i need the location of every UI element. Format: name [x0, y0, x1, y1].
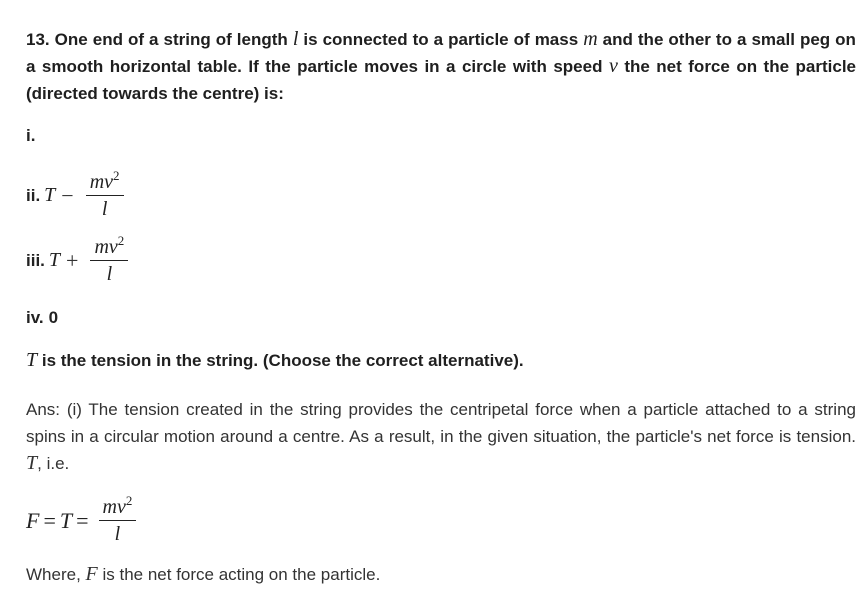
option-label: iv. [26, 308, 44, 327]
var-T: T [26, 452, 38, 474]
option-ii [26, 168, 124, 220]
tension-note [26, 349, 524, 372]
var-T: T [59, 507, 73, 533]
var-l: l [292, 28, 299, 50]
where-prefix: Where, [26, 565, 81, 584]
force-equation [26, 493, 136, 545]
var-v: v [608, 55, 618, 77]
equals-sign: = [43, 507, 56, 533]
where-note [26, 563, 380, 586]
where-text: is the net force acting on the particle. [102, 565, 381, 584]
option-iv [26, 308, 58, 328]
option-iii [26, 233, 128, 285]
question-text [26, 26, 856, 107]
fraction [86, 168, 124, 220]
var-m: m [583, 28, 598, 50]
minus-operator: − [61, 182, 74, 208]
answer-text [26, 396, 856, 477]
fraction-bar [90, 260, 128, 261]
option-lhs: T [44, 184, 56, 206]
question-part-3: and the other to a small peg on a smooth horizontal table. If the particle moves in a circle with speed [26, 30, 856, 76]
option-value: 0 [48, 308, 59, 327]
fraction [90, 233, 128, 285]
fraction-denominator: l [106, 263, 113, 285]
equals-sign: = [76, 507, 89, 533]
question-part-4: the net force on the particle (directed towards the centre) is: [26, 57, 856, 103]
exponent: 2 [117, 233, 125, 248]
var-F: F [26, 507, 40, 533]
solution-content [26, 26, 856, 585]
answer-suffix: , i.e. [37, 454, 70, 473]
fraction [99, 493, 137, 545]
option-label: i. [26, 126, 36, 145]
exponent: 2 [125, 493, 133, 508]
fraction-bar [99, 520, 137, 521]
option-lhs: T [48, 249, 61, 271]
plus-operator: + [66, 247, 79, 273]
fraction-denominator: l [114, 523, 121, 545]
exponent: 2 [113, 168, 120, 183]
tension-note-text: is the tension in the string. (Choose the correct alternative). [41, 351, 524, 370]
question-part-1: One end of a string of length [54, 30, 288, 49]
answer-body: Ans: (i) The tension created in the string provides the centripetal force when a particle attached to a string spins in a circular motion around a centre. As a result, in the given situation, the particle's net force is tension. [26, 400, 856, 446]
fraction-numerator: $mv^2$ [94, 233, 125, 258]
fraction-numerator: $mv^2$ [102, 493, 133, 518]
var-F: F [85, 563, 98, 585]
var-T: T [26, 349, 38, 371]
option-label: iii. [26, 250, 45, 270]
fraction-numerator: $mv^2$ [89, 168, 120, 193]
option-label: ii. [26, 185, 41, 205]
question-number: 13. [26, 30, 50, 49]
option-i [26, 126, 35, 146]
fraction-denominator: l [101, 198, 108, 220]
fraction-bar [86, 195, 124, 196]
question-part-2: is connected to a particle of mass [303, 30, 579, 49]
